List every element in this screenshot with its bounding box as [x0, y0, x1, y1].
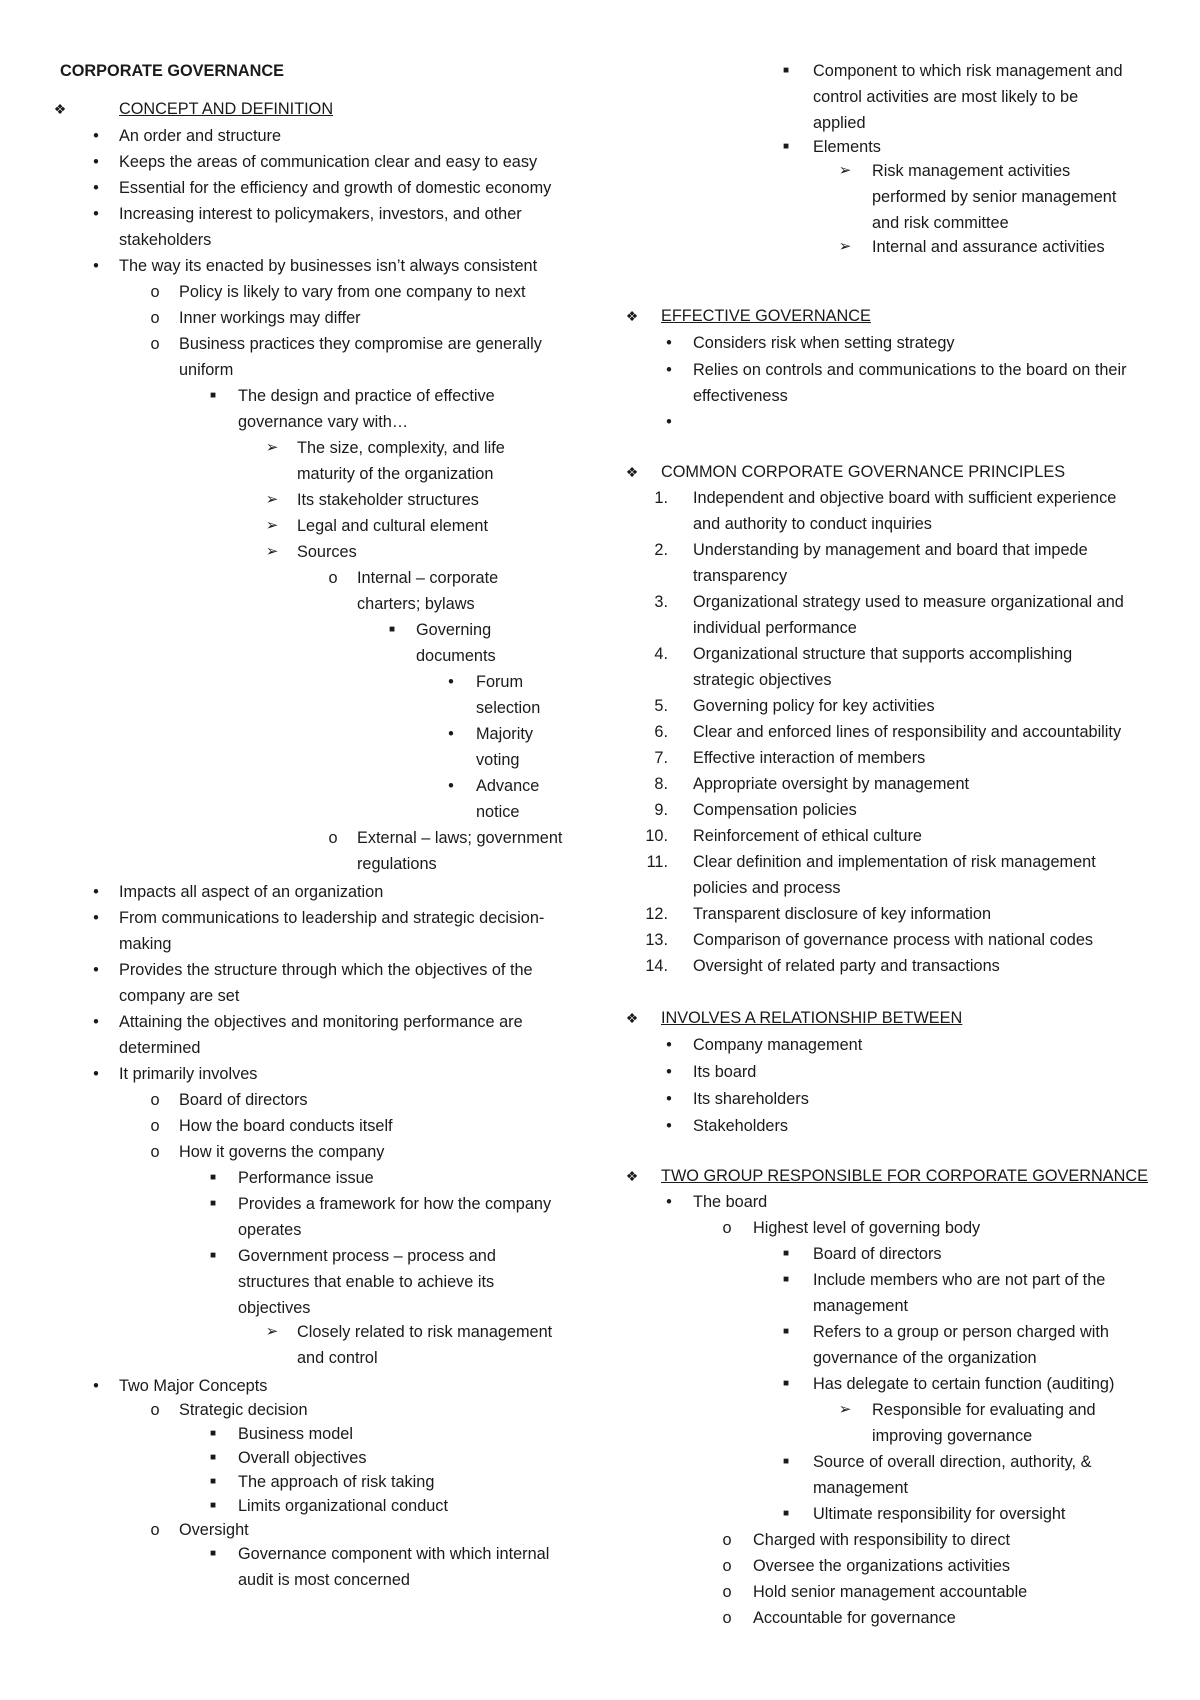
list-item-text: strategic objectives [693, 671, 832, 689]
bullet-icon: • [93, 127, 99, 145]
list-item-text: Hold senior management accountable [753, 1583, 1028, 1601]
square-bullet-icon: ■ [782, 1378, 790, 1389]
list-item-text: notice [476, 803, 520, 821]
list-item-text: Performance issue [238, 1169, 374, 1187]
diamond-bullet-icon: ❖ [625, 1010, 639, 1026]
list-item-text: Government process – process and [238, 1247, 496, 1265]
list-item-text: Governance component with which internal [238, 1545, 550, 1563]
list-item-text: External – laws; government [357, 829, 563, 847]
list-item-text: Inner workings may differ [179, 309, 361, 327]
bullet-icon: • [93, 909, 99, 927]
circle-bullet-icon: o [328, 829, 338, 847]
list-item-text: control activities are most likely to be [813, 88, 1079, 106]
list-number: 14. [645, 957, 668, 975]
diamond-bullet-icon: ❖ [625, 464, 639, 480]
list-item-text: Accountable for governance [753, 1609, 956, 1627]
list-item-text: Responsible for evaluating and [872, 1401, 1096, 1419]
list-item-text: Provides a framework for how the company [238, 1195, 552, 1213]
bullet-icon: • [93, 883, 99, 901]
diamond-bullet-icon: ❖ [625, 1168, 639, 1184]
list-item-text: Component to which risk management and [813, 62, 1123, 80]
arrow-bullet-icon: ➢ [265, 543, 279, 560]
list-number: 4. [654, 645, 668, 663]
list-item-text: Board of directors [179, 1091, 308, 1109]
bullet-icon: • [666, 334, 672, 352]
list-item-text: The way its enacted by businesses isn’t always consistent [119, 257, 538, 275]
list-item-text: Include members who are not part of the [813, 1271, 1106, 1289]
list-item-text: How the board conducts itself [179, 1117, 393, 1135]
bullet-icon: • [666, 1036, 672, 1054]
list-item-text: voting [476, 751, 520, 769]
square-bullet-icon: ■ [209, 1172, 217, 1183]
circle-bullet-icon: o [722, 1219, 732, 1237]
list-item-text: Legal and cultural element [297, 517, 488, 535]
bullet-icon: • [93, 153, 99, 171]
list-item-text: Governing [416, 621, 492, 639]
list-item-text: Sources [297, 543, 357, 561]
list-number: 6. [654, 723, 668, 741]
list-item-text: Governing policy for key activities [693, 697, 935, 715]
list-item-text: Effective interaction of members [693, 749, 926, 767]
square-bullet-icon: ■ [209, 1452, 217, 1463]
list-item-text: Essential for the efficiency and growth of domestic economy [119, 179, 552, 197]
list-item-text: Limits organizational conduct [238, 1497, 448, 1515]
list-number: 7. [654, 749, 668, 767]
list-item-text: Two Major Concepts [119, 1377, 268, 1395]
arrow-bullet-icon: ➢ [265, 517, 279, 534]
list-item-text: Forum [476, 673, 524, 691]
list-item-text: policies and process [693, 879, 841, 897]
list-item-text: Ultimate responsibility for oversight [813, 1505, 1066, 1523]
list-item-text: Source of overall direction, authority, & [813, 1453, 1092, 1471]
square-bullet-icon: ■ [388, 624, 396, 635]
list-item-text: Company management [693, 1036, 863, 1054]
list-number: 12. [645, 905, 668, 923]
circle-bullet-icon: o [722, 1609, 732, 1627]
bullet-icon: • [448, 673, 454, 691]
list-item-text: Highest level of governing body [753, 1219, 981, 1237]
list-item-text: Internal – corporate [357, 569, 499, 587]
bullet-icon: • [666, 413, 672, 431]
list-item-text: Considers risk when setting strategy [693, 334, 955, 352]
bullet-icon: • [448, 777, 454, 795]
list-item-text: Appropriate oversight by management [693, 775, 970, 793]
bullet-icon: • [666, 361, 672, 379]
square-bullet-icon: ■ [209, 1476, 217, 1487]
list-item-text: Risk management activities [872, 162, 1071, 180]
bullet-icon: • [93, 1065, 99, 1083]
square-bullet-icon: ■ [782, 65, 790, 76]
arrow-bullet-icon: ➢ [838, 162, 852, 179]
list-item-text: Elements [813, 138, 881, 156]
square-bullet-icon: ■ [782, 1326, 790, 1337]
list-item-text: Advance [476, 777, 540, 795]
circle-bullet-icon: o [722, 1531, 732, 1549]
list-item-text: Its stakeholder structures [297, 491, 479, 509]
section-heading: CONCEPT AND DEFINITION [119, 100, 334, 118]
square-bullet-icon: ■ [782, 1248, 790, 1259]
square-bullet-icon: ■ [209, 1500, 217, 1511]
list-item-text: Transparent disclosure of key information [693, 905, 992, 923]
list-number: 9. [654, 801, 668, 819]
list-item-text: documents [416, 647, 496, 665]
list-item-text: Comparison of governance process with national codes [693, 931, 1094, 949]
list-item-text: Understanding by management and board that impede [693, 541, 1088, 559]
list-item-text: operates [238, 1221, 302, 1239]
list-item-text: Refers to a group or person charged with [813, 1323, 1109, 1341]
list-item-text: Independent and objective board with sufficient experience [693, 489, 1117, 507]
list-item-text: maturity of the organization [297, 465, 494, 483]
list-item-text: applied [813, 114, 866, 132]
list-item-text: Policy is likely to vary from one company to next [179, 283, 526, 301]
arrow-bullet-icon: ➢ [838, 238, 852, 255]
circle-bullet-icon: o [722, 1557, 732, 1575]
list-item-text: management [813, 1297, 909, 1315]
list-item-text: Compensation policies [693, 801, 857, 819]
section-heading: COMMON CORPORATE GOVERNANCE PRINCIPLES [661, 463, 1066, 481]
list-item-text: performed by senior management [872, 188, 1117, 206]
list-item-text: How it governs the company [179, 1143, 385, 1161]
section-heading: INVOLVES A RELATIONSHIP BETWEEN [661, 1009, 963, 1027]
diamond-bullet-icon: ❖ [53, 101, 67, 117]
circle-bullet-icon: o [328, 569, 338, 587]
list-number: 2. [654, 541, 668, 559]
list-item-text: and control [297, 1349, 378, 1367]
list-item-text: Oversight [179, 1521, 249, 1539]
circle-bullet-icon: o [150, 1117, 160, 1135]
list-item-text: uniform [179, 361, 234, 379]
list-number: 5. [654, 697, 668, 715]
list-item-text: Attaining the objectives and monitoring performance are [119, 1013, 523, 1031]
bullet-icon: • [93, 1377, 99, 1395]
square-bullet-icon: ■ [209, 1250, 217, 1261]
list-item-text: Board of directors [813, 1245, 942, 1263]
diamond-bullet-icon: ❖ [625, 308, 639, 324]
list-item-text: Closely related to risk management [297, 1323, 553, 1341]
circle-bullet-icon: o [150, 1143, 160, 1161]
document-title: CORPORATE GOVERNANCE [60, 62, 285, 80]
list-item-text: stakeholders [119, 231, 212, 249]
bullet-icon: • [93, 205, 99, 223]
list-number: 1. [654, 489, 668, 507]
list-item-text: improving governance [872, 1427, 1033, 1445]
arrow-bullet-icon: ➢ [265, 491, 279, 508]
list-item-text: effectiveness [693, 387, 788, 405]
list-item-text: determined [119, 1039, 201, 1057]
list-item-text: governance vary with… [238, 413, 409, 431]
list-item-text: Its board [693, 1063, 757, 1081]
list-item-text: and authority to conduct inquiries [693, 515, 932, 533]
list-item-text: Oversee the organizations activities [753, 1557, 1011, 1575]
list-item-text: Business model [238, 1425, 353, 1443]
bullet-icon: • [93, 961, 99, 979]
square-bullet-icon: ■ [782, 1508, 790, 1519]
square-bullet-icon: ■ [209, 390, 217, 401]
list-item-text: The design and practice of effective [238, 387, 495, 405]
list-item-text: individual performance [693, 619, 857, 637]
square-bullet-icon: ■ [782, 141, 790, 152]
square-bullet-icon: ■ [209, 1428, 217, 1439]
list-item-text: Relies on controls and communications to the board on their [693, 361, 1127, 379]
bullet-icon: • [666, 1117, 672, 1135]
list-item-text: Keeps the areas of communication clear and easy to easy [119, 153, 538, 171]
list-item-text: selection [476, 699, 541, 717]
list-number: 10. [645, 827, 668, 845]
list-item-text: charters; bylaws [357, 595, 475, 613]
list-item-text: Impacts all aspect of an organization [119, 883, 384, 901]
arrow-bullet-icon: ➢ [838, 1401, 852, 1418]
list-item-text: Provides the structure through which the objectives of the [119, 961, 533, 979]
list-item-text: structures that enable to achieve its [238, 1273, 495, 1291]
list-item-text: The size, complexity, and life [297, 439, 505, 457]
arrow-bullet-icon: ➢ [265, 439, 279, 456]
square-bullet-icon: ■ [782, 1274, 790, 1285]
circle-bullet-icon: o [150, 1521, 160, 1539]
list-item-text: Majority [476, 725, 533, 743]
list-item-text: From communications to leadership and strategic decision- [119, 909, 545, 927]
circle-bullet-icon: o [150, 309, 160, 327]
list-item-text: governance of the organization [813, 1349, 1037, 1367]
list-item-text: Oversight of related party and transactions [693, 957, 1000, 975]
circle-bullet-icon: o [150, 283, 160, 301]
bullet-icon: • [93, 179, 99, 197]
list-item-text: management [813, 1479, 909, 1497]
list-item-text: Has delegate to certain function (auditing) [813, 1375, 1115, 1393]
list-item-text: audit is most concerned [238, 1571, 410, 1589]
circle-bullet-icon: o [722, 1583, 732, 1601]
list-item-text: making [119, 935, 172, 953]
list-item-text: objectives [238, 1299, 311, 1317]
bullet-icon: • [93, 257, 99, 275]
bullet-icon: • [666, 1090, 672, 1108]
list-number: 8. [654, 775, 668, 793]
list-number: 13. [645, 931, 668, 949]
list-item-text: Strategic decision [179, 1401, 308, 1419]
list-number: 3. [654, 593, 668, 611]
bullet-icon: • [93, 1013, 99, 1031]
bullet-icon: • [448, 725, 454, 743]
list-item-text: Overall objectives [238, 1449, 367, 1467]
list-item-text: regulations [357, 855, 437, 873]
list-item-text: Stakeholders [693, 1117, 789, 1135]
section-heading: TWO GROUP RESPONSIBLE FOR CORPORATE GOVERNANCE [661, 1167, 1148, 1185]
circle-bullet-icon: o [150, 1401, 160, 1419]
list-item-text: Increasing interest to policymakers, investors, and other [119, 205, 522, 223]
list-item-text: The board [693, 1193, 768, 1211]
square-bullet-icon: ■ [209, 1198, 217, 1209]
list-item-text: company are set [119, 987, 240, 1005]
list-item-text: Charged with responsibility to direct [753, 1531, 1011, 1549]
circle-bullet-icon: o [150, 1091, 160, 1109]
list-item-text: transparency [693, 567, 788, 585]
bullet-icon: • [666, 1193, 672, 1211]
list-item-text: An order and structure [119, 127, 281, 145]
list-item-text: Reinforcement of ethical culture [693, 827, 922, 845]
list-number: 11. [646, 853, 668, 871]
square-bullet-icon: ■ [209, 1548, 217, 1559]
list-item-text: and risk committee [872, 214, 1009, 232]
circle-bullet-icon: o [150, 335, 160, 353]
list-item-text: It primarily involves [119, 1065, 258, 1083]
arrow-bullet-icon: ➢ [265, 1323, 279, 1340]
list-item-text: Internal and assurance activities [872, 238, 1105, 256]
section-heading: EFFECTIVE GOVERNANCE [661, 307, 871, 325]
list-item-text: Clear and enforced lines of responsibility and accountability [693, 723, 1122, 741]
list-item-text: Organizational strategy used to measure organizational and [693, 593, 1124, 611]
square-bullet-icon: ■ [782, 1456, 790, 1467]
list-item-text: Clear definition and implementation of risk management [693, 853, 1096, 871]
list-item-text: Its shareholders [693, 1090, 809, 1108]
list-item-text: Organizational structure that supports accomplishing [693, 645, 1073, 663]
list-item-text: The approach of risk taking [238, 1473, 435, 1491]
bullet-icon: • [666, 1063, 672, 1081]
list-item-text: Business practices they compromise are generally [179, 335, 542, 353]
